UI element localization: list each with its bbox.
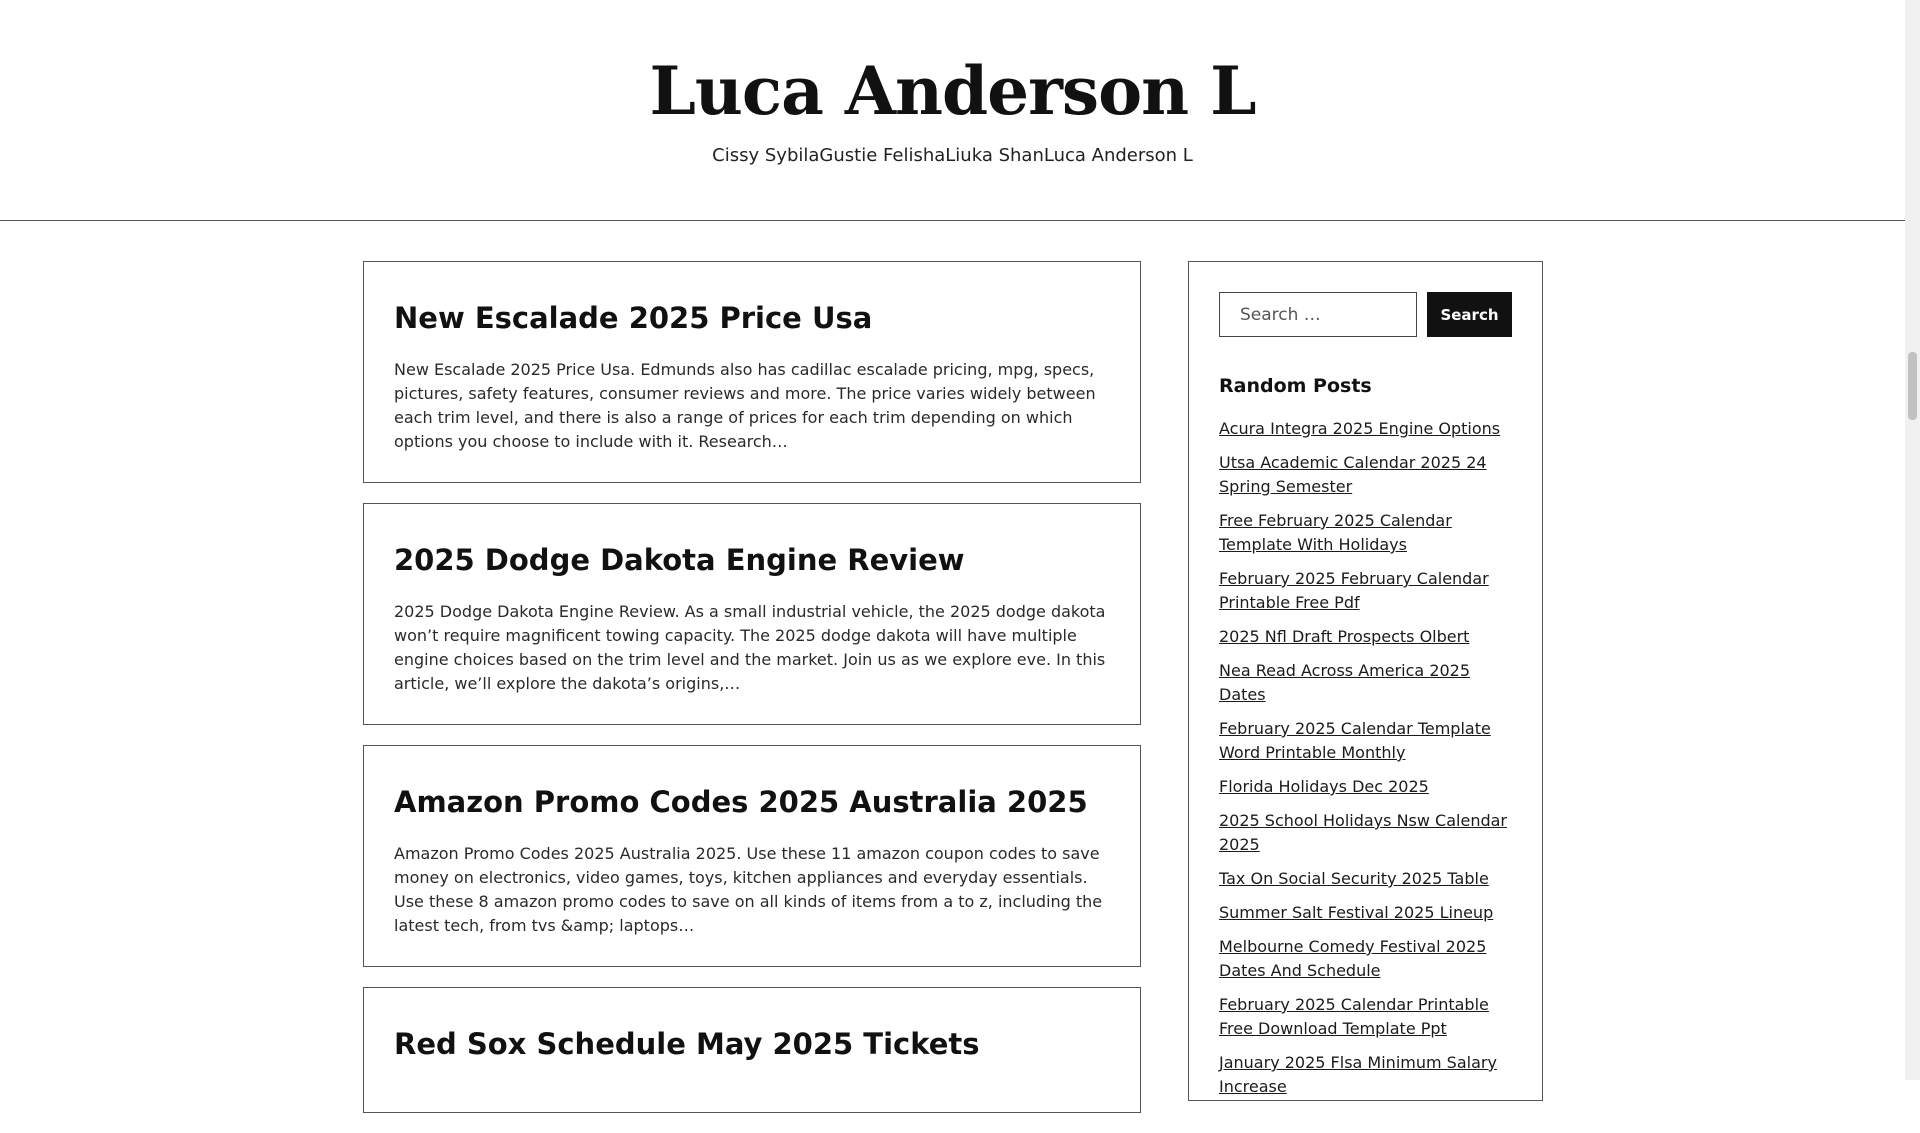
post-title <box>394 540 1110 580</box>
random-post-link[interactable]: Melbourne Comedy Festival 2025 Dates And Schedule <box>1219 937 1487 980</box>
nav-item-gustie-felisha[interactable]: Gustie Felisha <box>819 145 946 166</box>
list-item <box>1219 625 1512 649</box>
list-item <box>1219 775 1512 799</box>
list-item <box>1219 417 1512 441</box>
search-form <box>1219 292 1512 337</box>
sidebar <box>1188 261 1543 1101</box>
post-card <box>363 261 1141 483</box>
random-posts-list <box>1219 417 1512 1099</box>
post-title <box>394 298 1110 338</box>
post-excerpt: New Escalade 2025 Price Usa. Edmunds also has cadillac escalade pricing, mpg, specs, pictures, safety features, consumer reviews and more. The price varies widely between each trim level, and there is also a range of prices for each trim depending on which options you choose to include with it. Research… <box>394 360 1096 451</box>
random-post-link[interactable]: January 2025 Flsa Minimum Salary Increase <box>1219 1053 1497 1096</box>
primary-nav <box>0 142 1905 170</box>
post-excerpt: 2025 Dodge Dakota Engine Review. As a small industrial vehicle, the 2025 dodge dakota won’t require magnificent towing capacity. The 2025 dodge dakota will have multiple engine choices based on the trim level and the market. Join us as we explore eve. In this article, we’ll explore the dakota’s origins,… <box>394 602 1106 693</box>
random-post-link[interactable]: Free February 2025 Calendar Template With Holidays <box>1219 511 1452 554</box>
post-title-link[interactable]: Amazon Promo Codes 2025 Australia 2025 <box>394 785 1088 819</box>
list-item <box>1219 809 1512 857</box>
list-item <box>1219 717 1512 765</box>
list-item <box>1219 1051 1512 1099</box>
post-title <box>394 1024 1110 1064</box>
nav-item-cissy-sybila[interactable]: Cissy Sybila <box>712 145 820 166</box>
random-post-link[interactable]: Summer Salt Festival 2025 Lineup <box>1219 903 1494 922</box>
random-post-link[interactable]: Acura Integra 2025 Engine Options <box>1219 419 1501 438</box>
nav-item-liuka-shan[interactable]: Liuka Shan <box>945 145 1044 166</box>
random-post-link[interactable]: February 2025 Calendar Printable Free Download Template Ppt <box>1219 995 1489 1038</box>
list-item <box>1219 509 1512 557</box>
list-item <box>1219 935 1512 983</box>
random-post-link[interactable]: Florida Holidays Dec 2025 <box>1219 777 1429 796</box>
page-scrollbar[interactable] <box>1905 0 1920 1080</box>
scrollbar-thumb[interactable] <box>1908 352 1917 420</box>
random-post-link[interactable]: Utsa Academic Calendar 2025 24 Spring Semester <box>1219 453 1487 496</box>
list-item <box>1219 451 1512 499</box>
post-title-link[interactable]: Red Sox Schedule May 2025 Tickets <box>394 1027 980 1061</box>
random-post-link[interactable]: 2025 Nfl Draft Prospects Olbert <box>1219 627 1470 646</box>
random-post-link[interactable]: February 2025 February Calendar Printable Free Pdf <box>1219 569 1489 612</box>
random-post-link[interactable]: Tax On Social Security 2025 Table <box>1219 869 1489 888</box>
site-title[interactable]: Luca Anderson L <box>649 52 1256 130</box>
random-post-link[interactable]: 2025 School Holidays Nsw Calendar 2025 <box>1219 811 1507 854</box>
list-item <box>1219 867 1512 891</box>
random-posts-title: Random Posts <box>1219 375 1372 397</box>
post-card <box>363 503 1141 725</box>
nav-item-luca-anderson-l[interactable]: Luca Anderson L <box>1043 145 1193 166</box>
list-item <box>1219 993 1512 1041</box>
post-title <box>394 782 1110 822</box>
post-excerpt: Amazon Promo Codes 2025 Australia 2025. Use these 11 amazon coupon codes to save money on electronics, video games, toys, kitchen appliances and everyday essentials. Use these 8 amazon promo codes to save on all kinds of items from a to z, including the latest tech, from tvs &amp; laptops… <box>394 844 1103 935</box>
list-item <box>1219 901 1512 925</box>
site-header <box>0 0 1905 221</box>
search-button[interactable]: Search <box>1427 292 1512 337</box>
random-post-link[interactable]: Nea Read Across America 2025 Dates <box>1219 661 1471 704</box>
random-post-link[interactable]: February 2025 Calendar Template Word Printable Monthly <box>1219 719 1491 762</box>
search-input[interactable] <box>1219 292 1417 337</box>
post-list <box>363 261 1141 1133</box>
post-card <box>363 745 1141 967</box>
list-item <box>1219 659 1512 707</box>
list-item <box>1219 567 1512 615</box>
post-title-link[interactable]: New Escalade 2025 Price Usa <box>394 301 873 335</box>
post-card <box>363 987 1141 1113</box>
post-title-link[interactable]: 2025 Dodge Dakota Engine Review <box>394 543 965 577</box>
